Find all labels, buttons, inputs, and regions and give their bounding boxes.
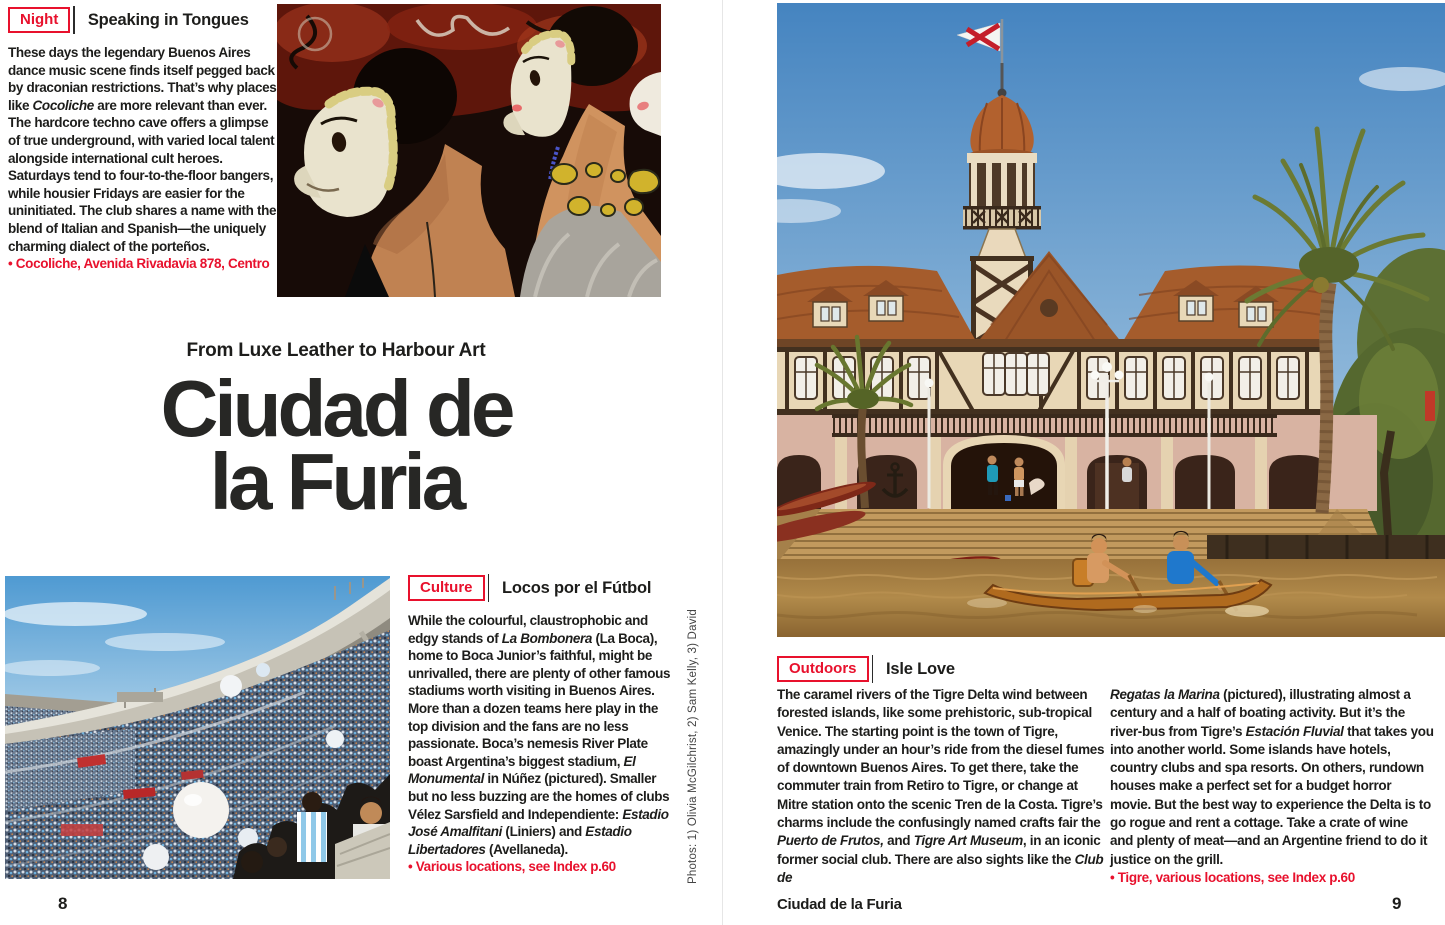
outdoors-section-header	[777, 655, 1445, 683]
culture-body: While the colourful, claustrophobic and edgy stands of La Bombonera (La Boca), home to Boca Junior’s faithful, might be unrivalled, there are plenty of other famous stadiums worth visiting in Buenos Aires. More than a dozen teams here play in the top division and the fans are no less passionate. Boca’s nemesis River Plate boast Argentina’s biggest stadium, El Monumental in Núñez (pictured). Smaller but no less buzzing are the homes of clubs Vélez Sarsfield and Independiente: Estadio José Amalfitani (Liniers) and Estadio Libertadores (Avellaneda).	[408, 613, 671, 857]
page-gutter	[722, 0, 723, 925]
tag-divider	[488, 574, 490, 602]
night-section-header	[8, 6, 278, 34]
tigre-club-illustration	[777, 3, 1445, 637]
footer-title: Ciudad de la Furia	[777, 896, 902, 913]
night-body: These days the legendary Buenos Aires dance music scene finds itself pegged back by draconian restrictions. That’s why places like Cocoliche are more relevant than ever. The hardcore techno cave offers a glimpse of true underground, with varied local talent alongside international cult heroes. Saturdays tend to four-to-the-floor bangers, while housier Fridays are easier for the uninitiated. The club shares a name with the blend of Italian and Spanish—the uniquely charming dialect of the porteños.	[8, 45, 277, 254]
feature-title-block	[97, 340, 575, 526]
outdoors-column-1: The caramel rivers of the Tigre Delta wind between forested islands, like some prehistoric, sub-tropical Venice. The starting point is the town of Tigre, amazingly under an hour’s ride from the diesel fumes of downtown Buenos Aires. To get there, take the commuter train from Retiro to Tigre, or change at Mitre station onto the scenic Tren de la Costa. Tigre’s charms include the confusingly named crafts fair the Puerto de Frutos, and Tigre Art Museum, in an iconic former social club. There are also sights like the Club de	[777, 687, 1105, 885]
stadium-photo-illustration	[5, 576, 390, 879]
culture-section	[408, 574, 676, 876]
masks-photo	[277, 4, 661, 297]
culture-address: • Various locations, see Index p.60	[408, 859, 616, 875]
right-page-number: 9	[1392, 894, 1402, 913]
night-heading: Speaking in Tongues	[87, 10, 249, 29]
wooden-dock	[1207, 535, 1445, 559]
feature-title	[97, 364, 575, 526]
feature-title-line2: la Furia	[209, 437, 463, 526]
outdoors-section	[777, 655, 1445, 683]
outdoors-tag: Outdoors	[777, 656, 869, 682]
outdoors-column-2	[1110, 686, 1434, 887]
night-section	[8, 6, 278, 273]
culture-heading: Locos por el Fútbol	[502, 578, 652, 597]
outdoors-address: • Tigre, various locations, see Index p.60	[1110, 869, 1355, 885]
masks-photo-illustration	[277, 4, 661, 297]
tag-divider	[872, 655, 874, 683]
culture-section-header	[408, 574, 676, 602]
photo-credits: Photos: 1) Olivia McGilchrist, 2) Sam Kelly, 3) David	[687, 609, 699, 884]
tag-divider	[73, 6, 75, 34]
night-tag: Night	[8, 7, 70, 33]
outdoors-column-2-text: Regatas la Marina (pictured), illustrating almost a century and a half of boating activity. But it’s the river-bus from Tigre’s Estación Fluvial that takes you into another world. Some islands have hotels, country clubs and spa resorts. On others, rundown houses make a perfect set for a budget horror movie. But the best way to experience the Delta is to go rogue and rent a cottage. Take a crate of wine and plenty of meat—and an Argentine friend to do it justice on the grill.	[1110, 687, 1434, 867]
feature-title-line1: Ciudad de	[160, 364, 512, 453]
night-address: • Cocoliche, Avenida Rivadavia 878, Centro	[8, 256, 270, 272]
feature-kicker: From Luxe Leather to Harbour Art	[186, 340, 486, 361]
culture-tag: Culture	[408, 575, 485, 601]
outdoors-heading: Isle Love	[886, 659, 955, 678]
tigre-club-photo	[777, 3, 1445, 637]
left-page-number: 8	[58, 894, 68, 913]
stadium-photo	[5, 576, 390, 879]
